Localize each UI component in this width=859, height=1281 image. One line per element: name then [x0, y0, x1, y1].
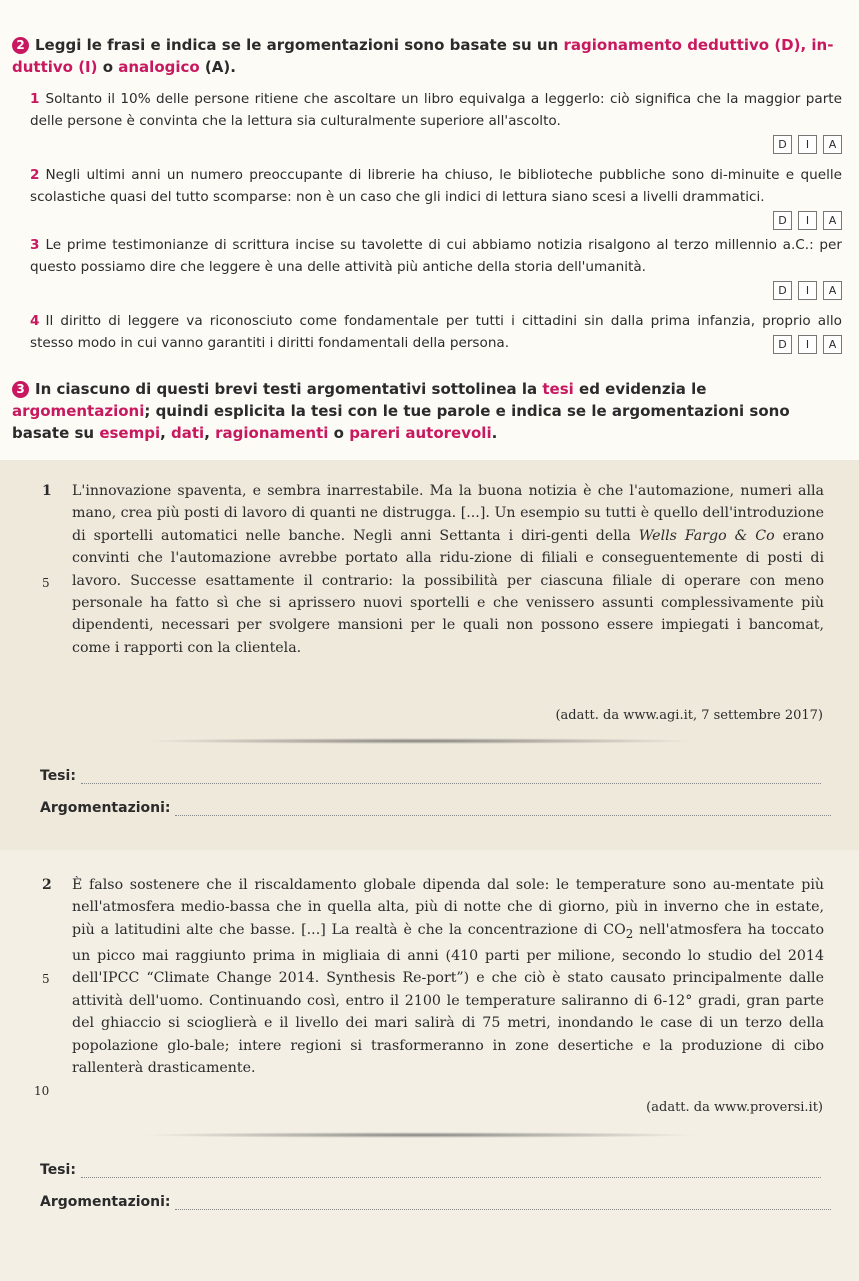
exercise-number: 2	[12, 37, 29, 54]
option-d-box[interactable]: D	[773, 335, 792, 354]
line-number: 5	[42, 576, 50, 590]
option-a-box[interactable]: A	[823, 281, 842, 300]
answer-boxes	[773, 211, 842, 230]
tesi-field[interactable]: Tesi:	[40, 1162, 821, 1178]
text-number: 1	[42, 483, 52, 499]
option-i-box[interactable]: I	[798, 135, 817, 154]
option-d-box[interactable]: D	[773, 281, 792, 300]
answer-boxes	[773, 335, 842, 354]
option-d-box[interactable]: D	[773, 211, 792, 230]
statement-4: 4 Il diritto di leggere va riconosciuto come fondamentale per tutti i cittadini sin dalla prima infanzia, proprio allo stesso modo in cui vanno garantiti i diritti fondamentali della persona. D I A	[30, 310, 842, 354]
statement-3: 3 Le prime testimonianze di scrittura incise su tavolette di cui abbiamo notizia risalgono al terzo millennio a.C.: per questo possiamo dire che leggere è una delle attività più antiche della storia dell'umanità. D I A	[30, 234, 842, 300]
exercise-3-title: 3 In ciascuno di questi brevi testi argomentativi sottolinea la tesi ed evidenzia le argomentazioni; quindi esplicita la tesi con le tue parole e indica se le argomentazioni sono basate su esempi, dati, ragionamenti o pareri autorevoli.	[12, 380, 790, 442]
line-number: 5	[42, 972, 50, 986]
argomentazioni-field[interactable]: Argomentazioni:	[40, 800, 831, 816]
tesi-field[interactable]: Tesi:	[40, 768, 821, 784]
option-a-box[interactable]: A	[823, 211, 842, 230]
text-2-paragraph: 2 5 10 È falso sostenere che il riscaldamento globale dipenda dal sole: le temperature sono au-mentate più nell'atmosfera medio-bassa che in quella alta, più di notte che di giorno, più in inverno che in estate, più a latitudini alte che basse. [...] La realtà è che la concentrazione di $CO_2$ nell'atmosfera ha toccato un picco mai raggiunto prima in migliaia di anni (410 parti per milione, secondo lo studio del 2014 dell'IPCC “Climate Change 2014. Synthesis Re-port”) e che ciò è stato causato principalmente dalle attività dell'uomo. Continuando così, entro il 2100 le temperature saliranno di 6-12° gradi, gran parte del ghiaccio si scioglierà e il livello dei mari salirà di 75 metri, inondando le case di un terzo della popolazione glo-bale; intere regioni si trasformeranno in zone desertiche e la produzione di cibo rallenterà drasticamente.	[72, 874, 824, 1079]
divider-shadow	[140, 1132, 700, 1138]
option-d-box[interactable]: D	[773, 135, 792, 154]
statement-1: 1 Soltanto il 10% delle persone ritiene che ascoltare un libro equivalga a leggerlo: ciò significa che la maggior parte delle persone è convinta che la lettura sia culturalmente superiore all'ascolto. D I A	[30, 88, 842, 154]
line-number: 10	[34, 1084, 50, 1098]
statement-2: 2 Negli ultimi anni un numero preoccupante di librerie ha chiuso, le biblioteche pubbliche sono di-minuite e quelle scolastiche quasi del tutto scomparse: non è un caso che gli indici di lettura siano scesi a livelli drammatici. D I A	[30, 164, 842, 230]
divider-shadow	[140, 738, 700, 744]
option-i-box[interactable]: I	[798, 281, 817, 300]
text-number: 2	[42, 877, 52, 893]
option-a-box[interactable]: A	[823, 135, 842, 154]
exercise-2-title: 2 Leggi le frasi e indica se le argomentazioni sono basate su un ragionamento deduttivo (D), in-duttivo (I) o analogico (A).	[12, 36, 834, 76]
option-i-box[interactable]: I	[798, 211, 817, 230]
answer-boxes	[773, 281, 842, 300]
exercise-number: 3	[12, 381, 29, 398]
option-i-box[interactable]: I	[798, 335, 817, 354]
text-1-paragraph: 1 5 L'innovazione spaventa, e sembra inarrestabile. Ma la buona notizia è che l'automazione, numeri alla mano, crea più posti di lavoro di quanti ne distrugga. [...]. Un esempio su tutti è quello dell'introduzione di sportelli automatici nelle banche. Negli anni Settanta i diri-genti della Wells Fargo & Co erano convinti che l'automazione avrebbe portato alla ridu-zione di filiali e conseguentemente di posti di lavoro. Successe esattamente il contrario: la possibilità per ciascuna filiale di operare con meno personale ha fatto sì che si aprissero nuovi sportelli e che venissero assunti complessivamente più dipendenti, necessari per svolgere mansioni per le quali non possono essere impiegati i bancomat, come i rapporti con la clientela.	[72, 480, 824, 659]
argomentazioni-field[interactable]: Argomentazioni:	[40, 1194, 831, 1210]
option-a-box[interactable]: A	[823, 335, 842, 354]
text-2-source: (adatt. da www.proversi.it)	[646, 1100, 823, 1115]
text-1-source: (adatt. da www.agi.it, 7 settembre 2017)	[555, 708, 823, 723]
answer-boxes	[773, 135, 842, 154]
